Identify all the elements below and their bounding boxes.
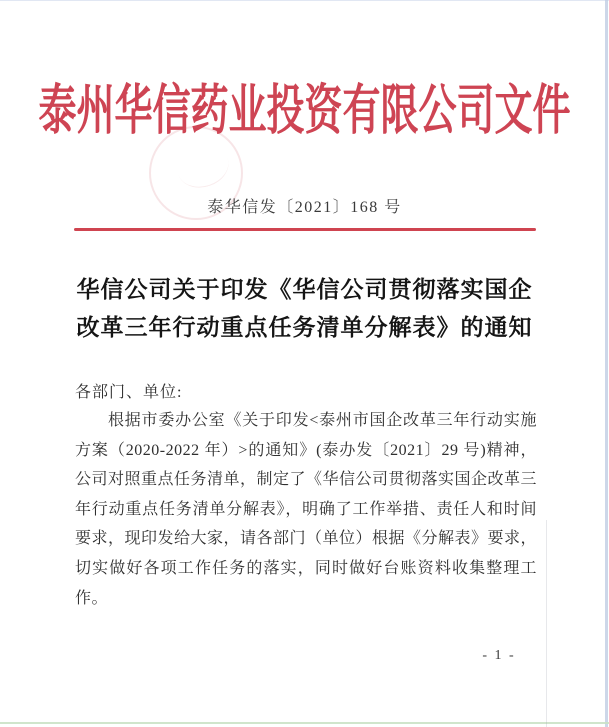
body-line: 方案（2020-2022 年）>的通知》(泰办发〔2021〕29 号)精神， xyxy=(75,441,537,459)
red-divider xyxy=(74,228,536,231)
scan-edge-top xyxy=(0,0,609,1)
body-line: 公司对照重点任务清单，制定了《华信公司贯彻落实国企改革三 xyxy=(75,471,538,489)
body-line: 年行动重点任务清单分解表》，明确了工作举措、责任人和时间 xyxy=(75,500,537,518)
scan-edge-bottom xyxy=(0,722,609,724)
scan-edge-shadow xyxy=(546,520,547,727)
body-line: 切实做好各项工作任务的落实，同时做好台账资料收集整理工 xyxy=(75,559,537,577)
body-line: 要求，现印发给大家，请各部门（单位）根据《分解表》要求， xyxy=(75,530,538,548)
doc-title xyxy=(0,271,609,347)
doc-title-line-2: 改革三年行动重点任务清单分解表》的通知 xyxy=(76,315,533,340)
page-number: - 1 - xyxy=(482,648,516,663)
body-line: 作。 xyxy=(75,589,109,607)
org-title xyxy=(0,66,609,142)
body-paragraph xyxy=(75,406,537,613)
org-title-text: 泰州华信药业投资有限公司文件 xyxy=(38,81,571,142)
body-line: 根据市委办公室《关于印发<泰州市国企改革三年行动实施 xyxy=(108,412,537,429)
salutation: 各部门、单位: xyxy=(75,384,183,401)
doc-title-line-1: 华信公司关于印发《华信公司贯彻落实国企 xyxy=(76,277,533,302)
doc-number: 泰华信发〔2021〕168 号 xyxy=(207,199,402,216)
